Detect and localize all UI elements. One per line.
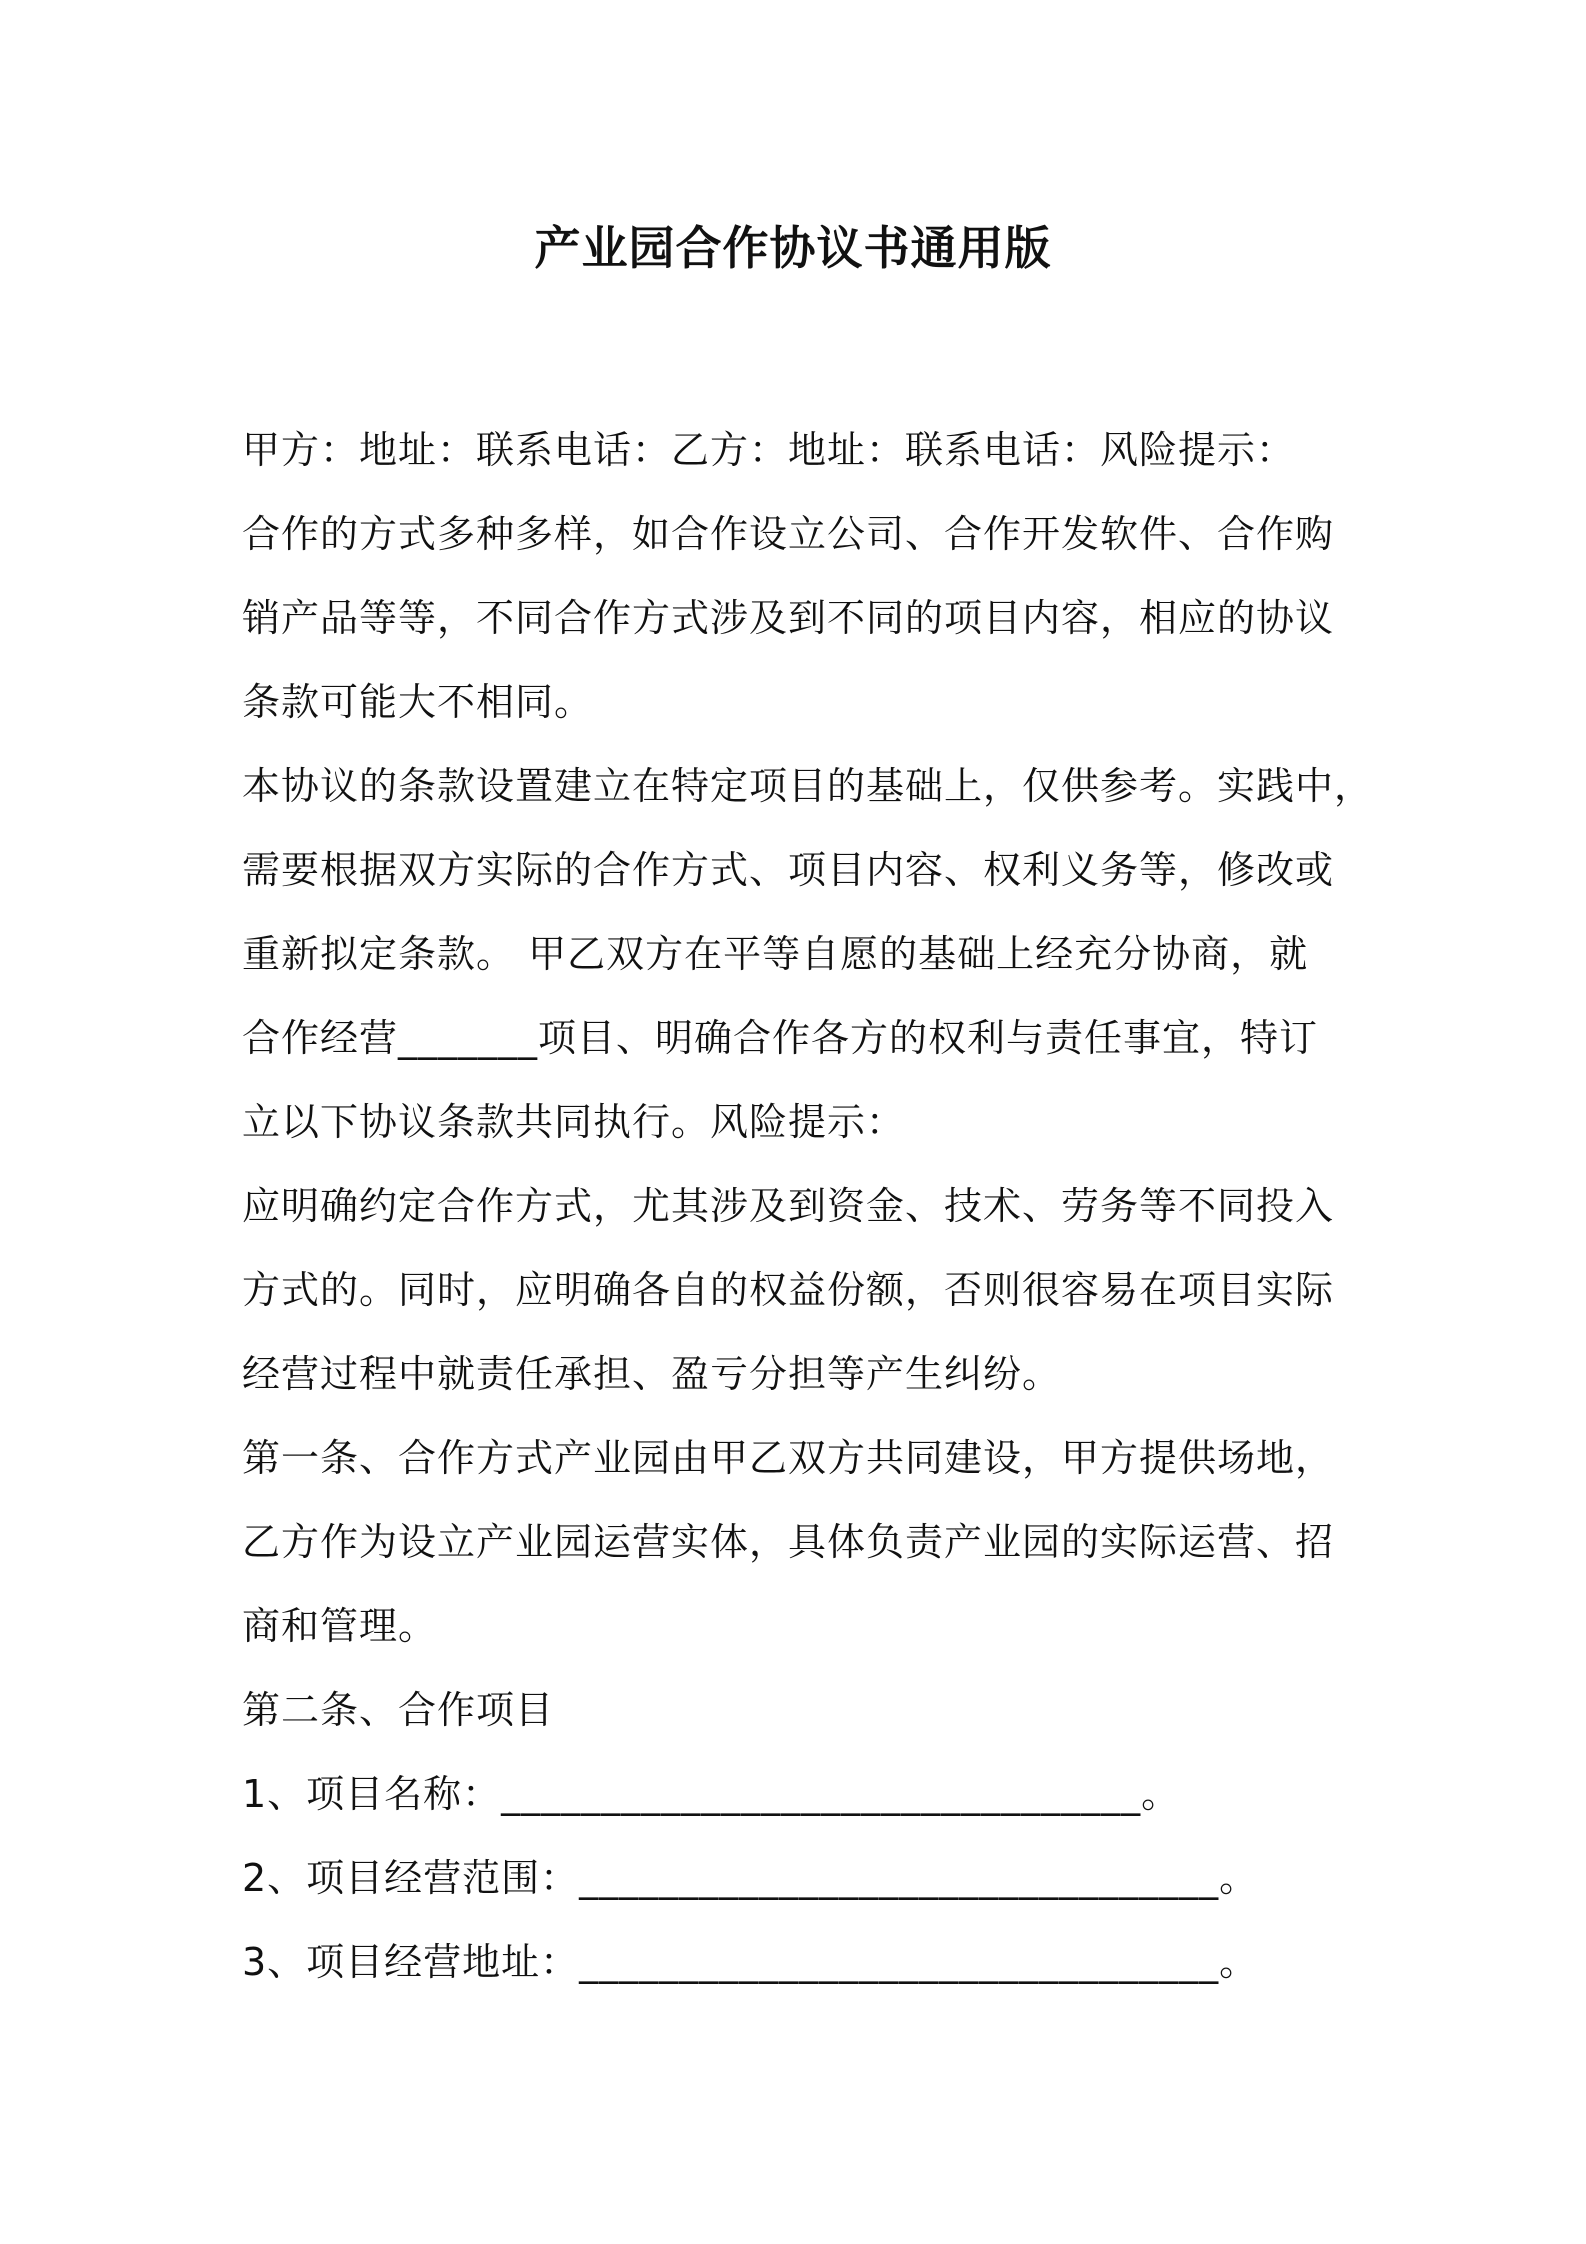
project-scope-field: 2、项目经营范围：________________________________。: [242, 1856, 1259, 1900]
text-line: 经营过程中就责任承担、盈亏分担等产生纠纷。: [242, 1352, 1062, 1396]
project-name-field: 1、项目名称：________________________________。: [242, 1772, 1181, 1816]
text-line: 合作经营_______项目、明确合作各方的权利与责任事宜，特订: [242, 1016, 1319, 1060]
project-address-field: 3、项目经营地址：________________________________。: [242, 1940, 1259, 1984]
document-body: [242, 408, 1372, 2004]
text-line: 商和管理。: [242, 1604, 438, 1648]
text-line: 第一条、合作方式产业园由甲乙双方共同建设，甲方提供场地，: [242, 1436, 1335, 1480]
text-line: 需要根据双方实际的合作方式、项目内容、权利义务等，修改或: [242, 848, 1335, 892]
text-line: 销产品等等，不同合作方式涉及到不同的项目内容，相应的协议: [242, 596, 1335, 640]
text-line: 方式的。同时，应明确各自的权益份额，否则很容易在项目实际: [242, 1268, 1335, 1312]
text-line: 重新拟定条款。 甲乙双方在平等自愿的基础上经充分协商，就: [242, 932, 1309, 976]
text-line: 本协议的条款设置建立在特定项目的基础上，仅供参考。实践中，: [242, 764, 1374, 808]
text-line: 立以下协议条款共同执行。风险提示：: [242, 1100, 906, 1144]
text-line: 甲方：地址：联系电话：乙方：地址：联系电话：风险提示：: [242, 428, 1296, 472]
text-line: 乙方作为设立产业园运营实体，具体负责产业园的实际运营、招: [242, 1520, 1335, 1564]
text-line: 条款可能大不相同。: [242, 680, 594, 724]
document-title: 产业园合作协议书通用版: [534, 221, 1052, 275]
text-line: 合作的方式多种多样，如合作设立公司、合作开发软件、合作购: [242, 512, 1335, 556]
section-heading: 第二条、合作项目: [242, 1688, 555, 1732]
text-line: 应明确约定合作方式，尤其涉及到资金、技术、劳务等不同投入: [242, 1184, 1335, 1228]
